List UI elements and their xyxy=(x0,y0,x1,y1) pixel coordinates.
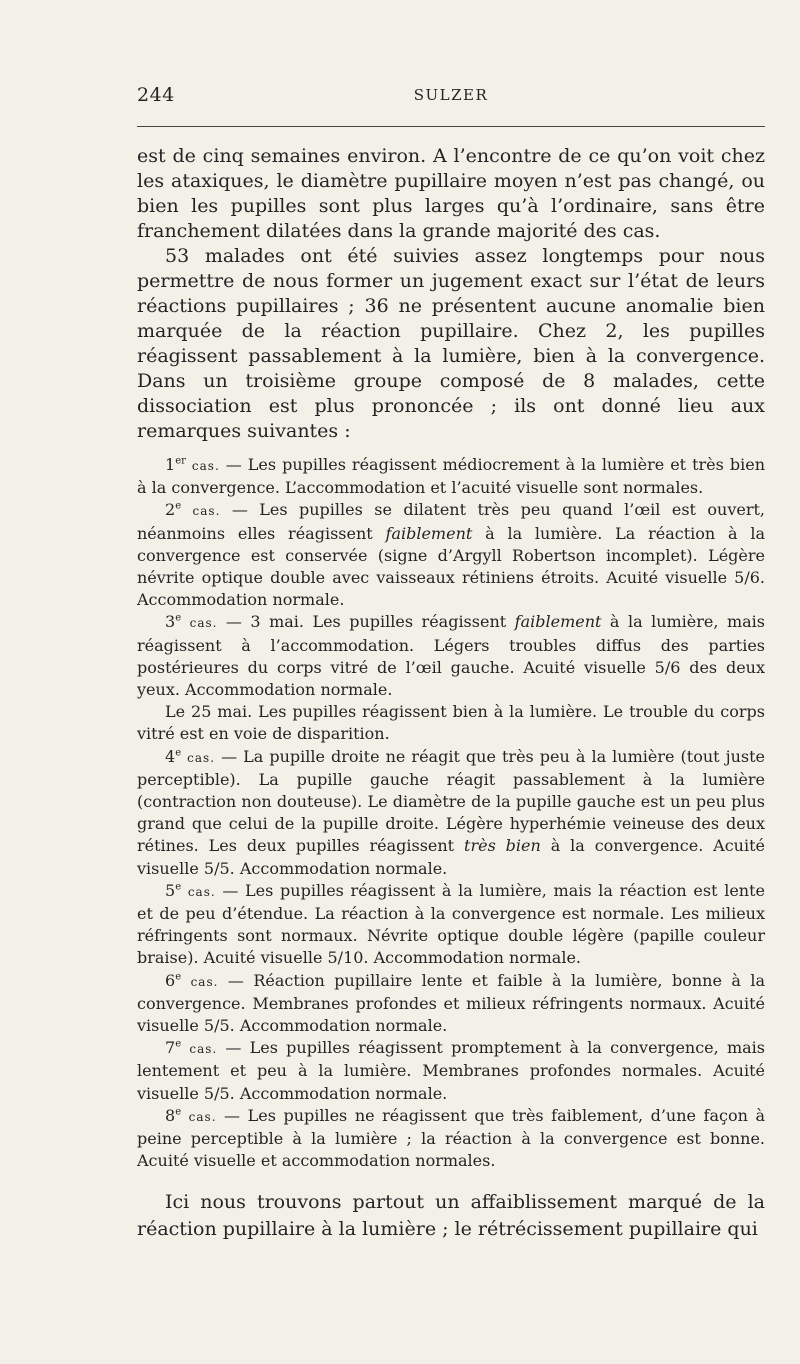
intro-section xyxy=(137,144,765,444)
case-4: 4e cas. — La pupille droite ne réagit que très peu à la lumière (tout juste perceptible). La pupille gauche réagit passablement à la lumière (contraction non douteuse). Le diamètre de la pupille gauche est un peu plus grand que celui de la pupille droite. Légère hyperhémie veineuse des deux rétines. Les deux pupilles réagissent très bien à la convergence. Acuité visuelle 5/5. Accommodation normale. xyxy=(137,746,766,878)
page-header xyxy=(137,84,765,112)
case-6: 6e cas. — Réaction pupillaire lente et faible à la lumière, bonne à la convergence. Membranes profondes et milieux réfringents normaux. Acuité visuelle 5/5. Accommodation normale. xyxy=(137,970,765,1036)
case-7: 7e cas. — Les pupilles réagissent promptement à la convergence, mais lentement et peu à la lumière. Membranes profondes normales. Acuité visuelle 5/5. Accommodation normale. xyxy=(137,1038,765,1103)
case-1: 1er cas. — Les pupilles réagissent médiocrement à la lumière et très bien à la convergence. L’accommodation et l’acuité visuelle sont normales. xyxy=(137,455,765,498)
page-number: 244 xyxy=(137,84,175,106)
final-paragraph: Ici nous trouvons partout un affaiblissement marqué de la réaction pupillaire à la lumière ; le rétrécissement pupillaire qui xyxy=(137,1190,765,1240)
paragraph-1: est de cinq semaines environ. A l’encontre de ce qu’on voit chez les ataxiques, le diamètre pupillaire moyen n’est pas changé, ou bien les pupilles sont plus larges qu’à l’ordinaire, sans être franchement dilatées dans la grande majorité des cas. xyxy=(137,145,765,242)
case-5: 5e cas. — Les pupilles réagissent à la lumière, mais la réaction est lente et de peu d’étendue. La réaction à la convergence est normale. Les milieux réfringents sont normaux. Névrite optique double légère (papille couleur braise). Acuité visuelle 5/10. Accommodation normale. xyxy=(137,880,765,968)
header-rule xyxy=(137,126,765,127)
paragraph-2: 53 malades ont été suivies assez longtemps pour nous permettre de nous former un jugement exact sur l’état de leurs réactions pupillaires ; 36 ne présentent aucune anomalie bien marquée de la réaction pupillaire. Chez 2, les pupilles réagissent passablement à la lumière, bien à la convergence. Dans un troisième groupe composé de 8 malades, cette dissociation est plus prononcée ; ils ont donné lieu aux remarques suivantes : xyxy=(137,245,765,442)
page-body xyxy=(137,144,765,1243)
section-gap xyxy=(137,1173,765,1189)
case-3-followup: Le 25 mai. Les pupilles réagissent bien à la lumière. Le trouble du corps vitré est en voie de disparition. xyxy=(137,702,765,744)
final-section xyxy=(137,1189,765,1243)
case-8: 8e cas. — Les pupilles ne réagissent que très faiblement, d’une façon à peine perceptible à la lumière ; la réaction à la convergence est bonne. Acuité visuelle et accommodation normales. xyxy=(137,1105,765,1171)
case-2: 2e cas. — Les pupilles se dilatent très peu quand l’œil est ouvert, néanmoins elles réagissent faiblement à la lumière. La réaction à la convergence est conservée (signe d’Argyll Robertson incomplet). Légère névrite optique double avec vaisseaux rétiniens étroits. Acuité visuelle 5/6. Accommodation normale. xyxy=(137,500,766,610)
case-list xyxy=(137,454,765,1173)
running-head: SULZER xyxy=(413,86,489,104)
case-3: 3e cas. — 3 mai. Les pupilles réagissent faiblement à la lumière, mais réagissent à l’accommodation. Légers troubles diffus des parties postérieures du corps vitré de l’œil gauche. Acuité visuelle 5/6 des deux yeux. Accommodation normale. xyxy=(137,612,765,700)
